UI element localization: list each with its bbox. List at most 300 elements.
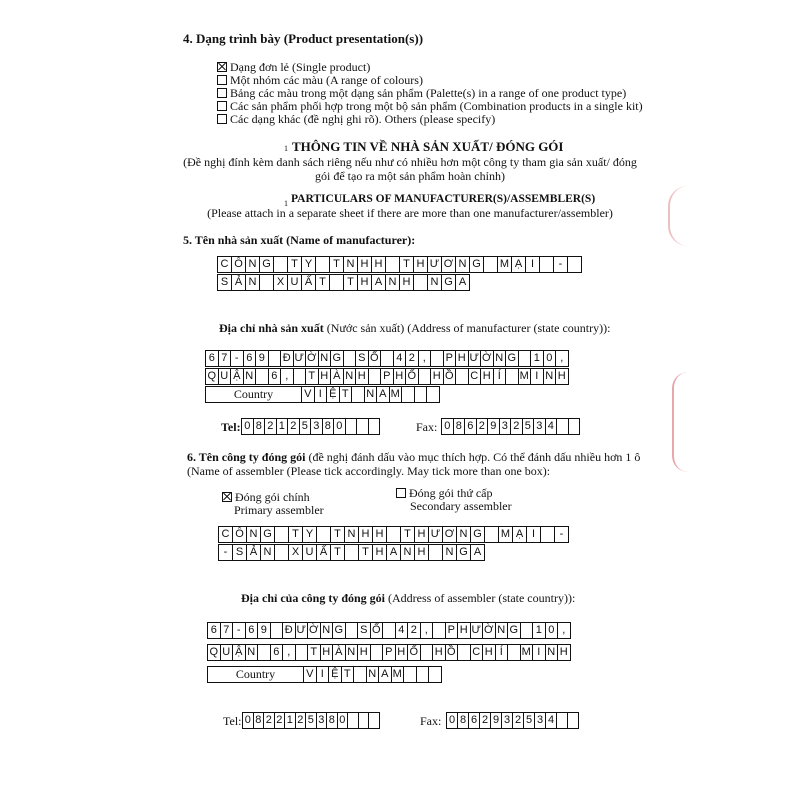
char-cell (403, 666, 417, 683)
char-cell: Ư (428, 526, 443, 543)
char-cell (567, 256, 582, 273)
char-cell: Ư (295, 622, 309, 639)
char-cell: Ệ (328, 666, 342, 683)
char-cell: Ờ (305, 350, 319, 367)
char-cell: V (303, 666, 317, 683)
char-cell: 9 (490, 712, 502, 729)
assembler-tel-label: Tel: (223, 714, 242, 728)
char-cell: N (442, 544, 457, 561)
footnote-mark: 1 (284, 144, 288, 153)
char-cell (428, 666, 442, 683)
assembler-address-label-bold: Địa chỉ của công ty đóng gói (241, 591, 386, 605)
char-cell (418, 368, 432, 385)
primary-assembler-en: Primary assembler (234, 503, 324, 517)
char-cell (428, 544, 443, 561)
char-cell (273, 256, 288, 273)
char-cell: H (557, 644, 571, 661)
section6-title-line2: (Name of assembler (Please tick accordingly. May tick more than one box): (187, 464, 551, 478)
char-cell: G (470, 526, 485, 543)
char-cell: G (456, 544, 471, 561)
char-cell (455, 368, 469, 385)
char-cell: H (432, 644, 446, 661)
char-cell: 1 (530, 350, 544, 367)
char-cell: I (314, 386, 328, 403)
char-cell: X (288, 544, 303, 561)
char-cell: Ấ (301, 274, 316, 291)
secondary-assembler-label: Đóng gói thứ cấp (409, 486, 493, 500)
char-cell: N (455, 256, 470, 273)
assembler-fax-label: Fax: (420, 714, 442, 728)
char-cell: S (232, 544, 247, 561)
manufacturer-address-row-1 (206, 350, 569, 367)
char-cell: N (343, 256, 358, 273)
char-cell: 2 (274, 712, 286, 729)
char-cell: P (380, 368, 394, 385)
char-cell: M (520, 644, 534, 661)
char-cell: M (497, 256, 512, 273)
secondary-assembler-checkbox[interactable] (396, 488, 406, 498)
primary-assembler-label: Đóng gói chính (235, 490, 310, 504)
char-cell: 1 (532, 622, 546, 639)
char-cell: N (543, 368, 557, 385)
char-cell: 3 (533, 418, 546, 435)
char-cell: 9 (257, 622, 271, 639)
char-cell (520, 622, 534, 639)
char-cell (385, 256, 400, 273)
manufacturer-heading-note-en: (Please attach in a separate sheet if there are more than one manufacturer/assembler) (207, 206, 613, 220)
assembler-fax-cells (447, 712, 579, 729)
char-cell: 1 (284, 712, 296, 729)
char-cell: A (378, 666, 392, 683)
presentation-option-checkbox[interactable] (217, 88, 227, 98)
char-cell: M (498, 526, 513, 543)
section6-title-bold: 6. Tên công ty đóng gói (187, 450, 306, 464)
char-cell: Q (205, 368, 219, 385)
char-cell (270, 622, 284, 639)
char-cell: S (355, 350, 369, 367)
char-cell (295, 644, 309, 661)
char-cell: C (470, 644, 484, 661)
char-cell (507, 644, 521, 661)
assembler-address-row-1 (208, 622, 571, 639)
char-cell: M (391, 666, 405, 683)
char-cell: , (282, 644, 296, 661)
char-cell: H (414, 526, 429, 543)
char-cell: 6 (243, 350, 257, 367)
char-cell (539, 256, 554, 273)
char-cell: 3 (534, 712, 546, 729)
char-cell: G (260, 526, 275, 543)
char-cell: , (557, 622, 571, 639)
char-cell: G (441, 274, 456, 291)
char-cell: Y (302, 526, 317, 543)
char-cell: N (343, 368, 357, 385)
char-cell: N (456, 526, 471, 543)
char-cell (344, 544, 359, 561)
char-cell (382, 622, 396, 639)
manufacturer-address-label (219, 321, 610, 336)
stamp-fragment-top (668, 186, 688, 246)
char-cell (368, 418, 381, 435)
char-cell: C (218, 526, 233, 543)
char-cell: 2 (476, 418, 489, 435)
char-cell: 8 (457, 712, 469, 729)
assembler-address-label (241, 591, 575, 606)
char-cell: S (357, 622, 371, 639)
char-cell: Ấ (316, 544, 331, 561)
presentation-option-label: Các sản phẩm phối hợp trong một bộ sản phẩm (Combination products in a single kit) (230, 99, 643, 113)
char-cell (259, 274, 274, 291)
char-cell (416, 666, 430, 683)
char-cell: H (372, 544, 387, 561)
char-cell: G (259, 256, 274, 273)
char-cell: 4 (395, 622, 409, 639)
char-cell: 6 (207, 622, 221, 639)
section6-title (187, 450, 640, 465)
char-cell (483, 256, 498, 273)
char-cell: H (414, 544, 429, 561)
char-cell: G (507, 622, 521, 639)
manufacturer-address-label-rest: (Nước sản xuất) (Address of manufacturer (state country)): (323, 321, 611, 335)
char-cell (345, 622, 359, 639)
char-cell: À (332, 644, 346, 661)
primary-assembler-checkbox[interactable] (222, 492, 232, 502)
char-cell: I (525, 256, 540, 273)
char-cell (518, 350, 532, 367)
manufacturer-address-label-bold: Địa chỉ nhà sản xuất (219, 321, 324, 335)
char-cell: P (443, 350, 457, 367)
char-cell: G (469, 256, 484, 273)
char-cell: N (245, 274, 260, 291)
char-cell: I (532, 644, 546, 661)
char-cell: T (288, 526, 303, 543)
char-cell (505, 368, 519, 385)
char-cell: T (315, 274, 330, 291)
char-cell: S (217, 274, 232, 291)
char-cell (380, 350, 394, 367)
char-cell (368, 368, 382, 385)
char-cell: N (366, 666, 380, 683)
char-cell: 0 (545, 622, 559, 639)
char-cell: 3 (316, 712, 328, 729)
char-cell: T (330, 544, 345, 561)
char-cell: N (427, 274, 442, 291)
assembler-name-row-2 (219, 544, 485, 561)
char-cell: Í (495, 644, 509, 661)
char-cell: A (376, 386, 390, 403)
char-cell: N (495, 622, 509, 639)
char-cell: H (455, 350, 469, 367)
char-cell: H (395, 644, 409, 661)
presentation-option[interactable] (217, 112, 495, 127)
char-cell: U (218, 368, 232, 385)
char-cell: - (554, 526, 569, 543)
presentation-option-label: Các dạng khác (đề nghị ghi rõ). Others (please specify) (230, 112, 496, 126)
char-cell: T (341, 666, 355, 683)
char-cell: 5 (523, 712, 535, 729)
char-cell: T (307, 644, 321, 661)
char-cell (401, 386, 415, 403)
char-cell: C (217, 256, 232, 273)
char-cell: 0 (337, 712, 349, 729)
char-cell: N (344, 526, 359, 543)
char-cell: 4 (393, 350, 407, 367)
char-cell: M (518, 368, 532, 385)
char-cell: T (329, 256, 344, 273)
char-cell: 6 (464, 418, 477, 435)
char-cell (316, 526, 331, 543)
char-cell: 8 (453, 418, 466, 435)
char-cell (257, 644, 271, 661)
manufacturer-tel-label: Tel: (221, 420, 241, 434)
presentation-option-checkbox[interactable] (217, 101, 227, 111)
char-cell: 2 (264, 418, 277, 435)
manufacturer-heading-note-2: gói để tạo ra một sản phẩm hoàn chỉnh) (315, 169, 505, 183)
assembler-address-label-rest: (Address of assembler (state country)): (385, 591, 576, 605)
char-cell: 2 (405, 350, 419, 367)
char-cell (370, 644, 384, 661)
char-cell: Í (493, 368, 507, 385)
char-cell: Y (301, 256, 316, 273)
country-label: Country (205, 386, 302, 403)
char-cell (293, 368, 307, 385)
char-cell: 5 (305, 712, 317, 729)
char-cell: Ố (405, 368, 419, 385)
char-cell: I (526, 526, 541, 543)
char-cell: Ố (407, 644, 421, 661)
assembler-country-cells (304, 666, 442, 683)
manufacturer-heading-title: THÔNG TIN VỀ NHÀ SẢN XUẤT/ ĐÓNG GÓI (292, 139, 564, 154)
char-cell (353, 666, 367, 683)
char-cell: 2 (263, 712, 275, 729)
char-cell: 6 (268, 368, 282, 385)
char-cell: 2 (295, 712, 307, 729)
manufacturer-name-row-1 (218, 256, 582, 273)
char-cell: Ố (370, 622, 384, 639)
char-cell: G (505, 350, 519, 367)
manufacturer-country-cells (302, 386, 440, 403)
char-cell (568, 418, 581, 435)
char-cell: N (243, 368, 257, 385)
char-cell: A (386, 544, 401, 561)
char-cell: Ô (231, 256, 246, 273)
char-cell: 6 (205, 350, 219, 367)
char-cell: N (385, 274, 400, 291)
char-cell: - (553, 256, 568, 273)
char-cell: Ạ (512, 526, 527, 543)
char-cell: 8 (253, 418, 266, 435)
manufacturer-name-row-2 (218, 274, 470, 291)
char-cell: 3 (499, 418, 512, 435)
char-cell: 0 (543, 350, 557, 367)
char-cell: 0 (333, 418, 346, 435)
char-cell: H (358, 526, 373, 543)
char-cell: N (260, 544, 275, 561)
char-cell: 0 (241, 418, 254, 435)
char-cell (268, 350, 282, 367)
char-cell: Ơ (442, 526, 457, 543)
char-cell: N (320, 622, 334, 639)
presentation-option-label: Bảng các màu trong một dạng sản phẩm (Palette(s) in a range of one product type) (230, 86, 627, 100)
char-cell: 1 (276, 418, 289, 435)
char-cell (484, 526, 499, 543)
char-cell: H (413, 256, 428, 273)
char-cell (255, 368, 269, 385)
char-cell: N (246, 526, 261, 543)
char-cell: T (305, 368, 319, 385)
char-cell: 4 (545, 418, 558, 435)
char-cell: T (399, 256, 414, 273)
char-cell: N (364, 386, 378, 403)
presentation-option-checkbox[interactable] (217, 75, 227, 85)
char-cell: H (393, 368, 407, 385)
char-cell: A (371, 274, 386, 291)
char-cell: C (468, 368, 482, 385)
manufacturer-heading-title-en: PARTICULARS OF MANUFACTURER(S)/ASSEMBLER(S) (291, 193, 596, 205)
char-cell: T (287, 256, 302, 273)
secondary-assembler-en: Secondary assembler (410, 499, 512, 513)
char-cell: Đ (280, 350, 294, 367)
char-cell: Ố (368, 350, 382, 367)
char-cell: , (280, 368, 294, 385)
char-cell: Ô (232, 526, 247, 543)
char-cell: 3 (310, 418, 323, 435)
char-cell: 0 (242, 712, 254, 729)
char-cell: Ờ (482, 622, 496, 639)
char-cell: 2 (479, 712, 491, 729)
presentation-option-label: Dạng đơn lẻ (Single product) (230, 60, 371, 74)
char-cell: Ồ (445, 644, 459, 661)
char-cell (413, 274, 428, 291)
char-cell: , (420, 622, 434, 639)
char-cell (368, 712, 380, 729)
char-cell (432, 622, 446, 639)
char-cell (420, 644, 434, 661)
assembler-country-row (208, 666, 442, 683)
footnote-mark-en: 1 (284, 199, 288, 208)
char-cell: À (330, 368, 344, 385)
char-cell: U (287, 274, 302, 291)
char-cell: H (372, 526, 387, 543)
assembler-country-label: Country (207, 666, 304, 683)
char-cell: Ư (470, 622, 484, 639)
char-cell: T (358, 544, 373, 561)
char-cell: Ờ (307, 622, 321, 639)
manufacturer-heading-note-1: (Đề nghị đính kèm danh sách riêng nếu như có nhiều hơn một công ty tham gia sản xuất/ đóng (183, 155, 637, 169)
char-cell: H (320, 644, 334, 661)
char-cell: H (357, 274, 372, 291)
char-cell: A (470, 544, 485, 561)
char-cell: - (232, 622, 246, 639)
char-cell: 5 (299, 418, 312, 435)
char-cell: - (218, 544, 233, 561)
char-cell: 5 (522, 418, 535, 435)
assembler-address-row-2 (208, 644, 571, 661)
char-cell: 9 (487, 418, 500, 435)
char-cell: Ả (231, 274, 246, 291)
char-cell: N (545, 644, 559, 661)
char-cell (457, 644, 471, 661)
char-cell: H (357, 256, 372, 273)
char-cell: N (245, 256, 260, 273)
char-cell: N (493, 350, 507, 367)
char-cell: X (273, 274, 288, 291)
char-cell: T (400, 526, 415, 543)
char-cell: Ư (293, 350, 307, 367)
presentation-option-label: Một nhóm các màu (A range of colours) (230, 73, 423, 87)
char-cell: I (530, 368, 544, 385)
char-cell: 0 (446, 712, 458, 729)
char-cell: V (301, 386, 315, 403)
char-cell: M (389, 386, 403, 403)
assembler-name-row-1 (219, 526, 569, 543)
section5-title: 5. Tên nhà sản xuất (Name of manufacturer): (183, 233, 416, 247)
char-cell: U (302, 544, 317, 561)
char-cell: T (343, 274, 358, 291)
manufacturer-fax-label: Fax: (416, 420, 438, 434)
manufacturer-country-row (206, 386, 440, 403)
char-cell: H (399, 274, 414, 291)
char-cell (430, 350, 444, 367)
char-cell (343, 350, 357, 367)
char-cell: N (245, 644, 259, 661)
char-cell: Ả (246, 544, 261, 561)
char-cell (274, 544, 289, 561)
stamp-fragment-middle (672, 372, 688, 472)
char-cell: Ệ (326, 386, 340, 403)
char-cell: 2 (512, 712, 524, 729)
char-cell: Ạ (511, 256, 526, 273)
char-cell: 2 (407, 622, 421, 639)
char-cell: T (330, 526, 345, 543)
char-cell: 0 (441, 418, 454, 435)
manufacturer-address-row-2 (206, 368, 569, 385)
char-cell: H (482, 644, 496, 661)
char-cell: Ờ (480, 350, 494, 367)
char-cell: G (330, 350, 344, 367)
char-cell: , (418, 350, 432, 367)
char-cell: Đ (282, 622, 296, 639)
char-cell (315, 256, 330, 273)
char-cell (351, 386, 365, 403)
char-cell (567, 712, 579, 729)
char-cell: - (230, 350, 244, 367)
char-cell: H (480, 368, 494, 385)
char-cell: 2 (510, 418, 523, 435)
char-cell: 8 (326, 712, 338, 729)
char-cell: P (445, 622, 459, 639)
char-cell: H (357, 644, 371, 661)
char-cell: H (555, 368, 569, 385)
char-cell: H (457, 622, 471, 639)
manufacturer-fax-cells (442, 418, 580, 435)
char-cell (426, 386, 440, 403)
char-cell: 8 (253, 712, 265, 729)
char-cell: 9 (255, 350, 269, 367)
char-cell: Ư (427, 256, 442, 273)
char-cell: Ậ (230, 368, 244, 385)
char-cell: I (316, 666, 330, 683)
char-cell: Ậ (232, 644, 246, 661)
char-cell (414, 386, 428, 403)
presentation-option-checkbox[interactable] (217, 114, 227, 124)
char-cell: Ơ (441, 256, 456, 273)
char-cell: P (382, 644, 396, 661)
char-cell: U (220, 644, 234, 661)
char-cell: 6 (245, 622, 259, 639)
char-cell: H (430, 368, 444, 385)
presentation-option-checkbox[interactable] (217, 62, 227, 72)
